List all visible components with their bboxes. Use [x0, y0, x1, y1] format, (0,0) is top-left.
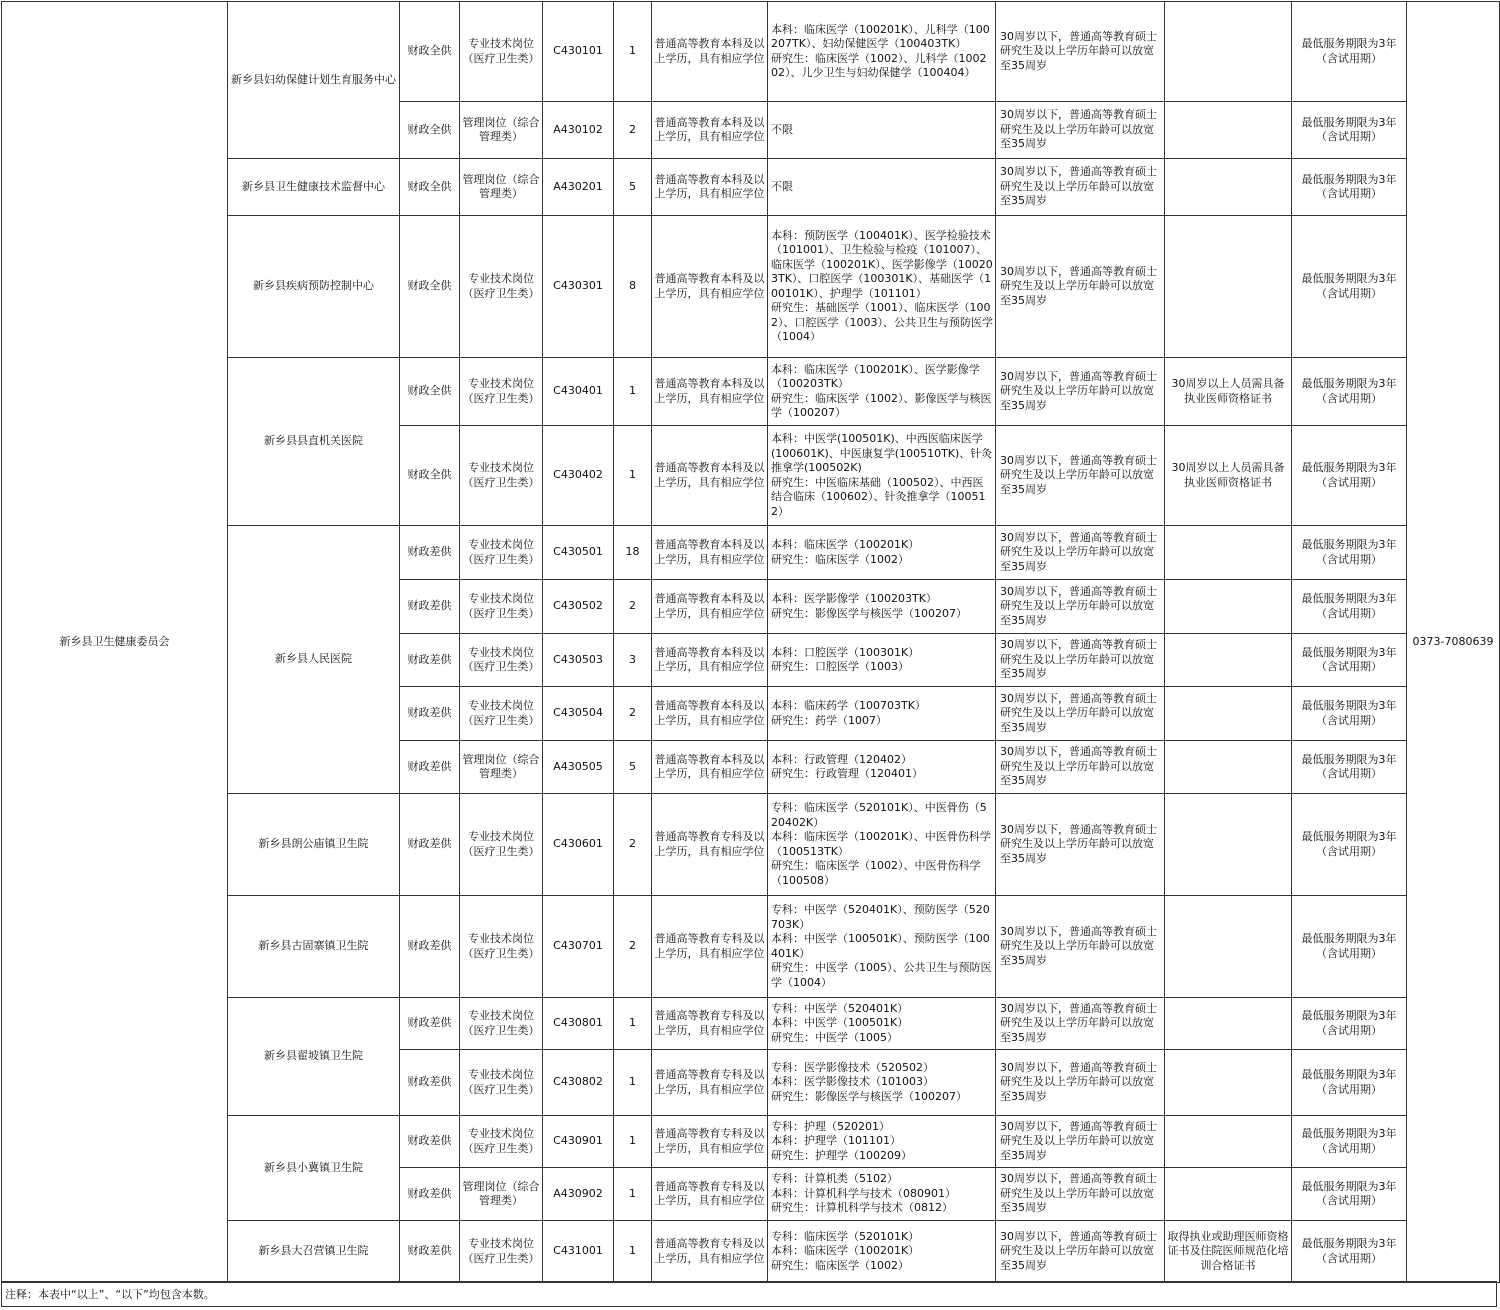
other-condition-cell — [1165, 580, 1292, 634]
funding-cell: 财政差供 — [400, 741, 460, 794]
post-type-cell: 专业技术岗位（医疗卫生类） — [460, 1116, 543, 1168]
unit-name-cell: 新乡县疾病预防控制中心 — [228, 216, 400, 358]
funding-cell: 财政差供 — [400, 580, 460, 634]
headcount-cell: 1 — [614, 426, 652, 526]
post-code-cell: A430102 — [543, 102, 614, 159]
age-requirement-cell: 30周岁以下，普通高等教育硕士研究生及以上学历年龄可以放宽至35周岁 — [996, 2, 1165, 102]
funding-cell: 财政差供 — [400, 896, 460, 998]
post-code-cell: C430502 — [543, 580, 614, 634]
age-requirement-cell: 30周岁以下，普通高等教育硕士研究生及以上学历年龄可以放宽至35周岁 — [996, 580, 1165, 634]
other-condition-cell — [1165, 216, 1292, 358]
education-cell: 普通高等教育本科及以上学历，具有相应学位 — [652, 2, 768, 102]
age-requirement-cell: 30周岁以下，普通高等教育硕士研究生及以上学历年龄可以放宽至35周岁 — [996, 216, 1165, 358]
age-requirement-cell: 30周岁以下，普通高等教育硕士研究生及以上学历年龄可以放宽至35周岁 — [996, 634, 1165, 687]
post-code-cell: C430901 — [543, 1116, 614, 1168]
post-type-cell: 管理岗位（综合管理类） — [460, 102, 543, 159]
major-cell: 不限 — [768, 102, 996, 159]
service-term-cell: 最低服务期限为3年（含试用期） — [1292, 159, 1407, 216]
department-cell: 新乡县卫生健康委员会 — [2, 2, 228, 1283]
funding-cell: 财政差供 — [400, 687, 460, 741]
service-term-cell: 最低服务期限为3年（含试用期） — [1292, 1050, 1407, 1116]
headcount-cell: 5 — [614, 741, 652, 794]
major-cell: 本科：中医学(100501K)、中西医临床医学(100601K)、中医康复学(100510TK)、针灸推拿学(100502K) 研究生：中医临床基础（100502）、中西医结合临床（100602）、针灸推拿学（100512） — [768, 426, 996, 526]
post-code-cell: A430505 — [543, 741, 614, 794]
post-type-cell: 专业技术岗位（医疗卫生类） — [460, 358, 543, 426]
age-requirement-cell: 30周岁以下，普通高等教育硕士研究生及以上学历年龄可以放宽至35周岁 — [996, 358, 1165, 426]
service-term-cell: 最低服务期限为3年（含试用期） — [1292, 580, 1407, 634]
age-requirement-cell: 30周岁以下，普通高等教育硕士研究生及以上学历年龄可以放宽至35周岁 — [996, 1116, 1165, 1168]
post-type-cell: 专业技术岗位（医疗卫生类） — [460, 526, 543, 580]
major-cell: 专科：医学影像技术（520502） 本科：医学影像技术（101003） 研究生：影像医学与核医学（100207） — [768, 1050, 996, 1116]
education-cell: 普通高等教育本科及以上学历，具有相应学位 — [652, 216, 768, 358]
headcount-cell: 1 — [614, 1050, 652, 1116]
age-requirement-cell: 30周岁以下，普通高等教育硕士研究生及以上学历年龄可以放宽至35周岁 — [996, 1168, 1165, 1221]
other-condition-cell — [1165, 794, 1292, 896]
major-cell: 专科：临床医学（520101K） 本科：临床医学（100201K） 研究生：临床医学（1002） — [768, 1221, 996, 1283]
service-term-cell: 最低服务期限为3年（含试用期） — [1292, 896, 1407, 998]
funding-cell: 财政全供 — [400, 159, 460, 216]
funding-cell: 财政差供 — [400, 526, 460, 580]
funding-cell: 财政全供 — [400, 102, 460, 159]
funding-cell: 财政全供 — [400, 426, 460, 526]
post-type-cell: 专业技术岗位（医疗卫生类） — [460, 216, 543, 358]
phone-cell: 0373-7080639 — [1407, 2, 1500, 1283]
education-cell: 普通高等教育本科及以上学历，具有相应学位 — [652, 580, 768, 634]
post-type-cell: 专业技术岗位（医疗卫生类） — [460, 580, 543, 634]
funding-cell: 财政全供 — [400, 216, 460, 358]
other-condition-cell: 30周岁以上人员需具备执业医师资格证书 — [1165, 358, 1292, 426]
post-type-cell: 管理岗位（综合管理类） — [460, 159, 543, 216]
service-term-cell: 最低服务期限为3年（含试用期） — [1292, 216, 1407, 358]
funding-cell: 财政全供 — [400, 358, 460, 426]
major-cell: 本科：临床药学（100703TK） 研究生：药学（1007） — [768, 687, 996, 741]
service-term-cell: 最低服务期限为3年（含试用期） — [1292, 526, 1407, 580]
post-type-cell: 专业技术岗位（医疗卫生类） — [460, 1050, 543, 1116]
major-cell: 本科：医学影像学（100203TK） 研究生：影像医学与核医学（100207） — [768, 580, 996, 634]
headcount-cell: 1 — [614, 2, 652, 102]
post-type-cell: 专业技术岗位（医疗卫生类） — [460, 794, 543, 896]
other-condition-cell — [1165, 102, 1292, 159]
post-code-cell: C430501 — [543, 526, 614, 580]
post-code-cell: C430504 — [543, 687, 614, 741]
other-condition-cell — [1165, 687, 1292, 741]
unit-name-cell: 新乡县朗公庙镇卫生院 — [228, 794, 400, 896]
headcount-cell: 1 — [614, 1168, 652, 1221]
table-row — [2, 2, 1500, 102]
major-cell: 专科：护理（520201） 本科：护理学（101101） 研究生：护理学（100209） — [768, 1116, 996, 1168]
post-code-cell: A430902 — [543, 1168, 614, 1221]
funding-cell: 财政差供 — [400, 634, 460, 687]
major-cell: 专科：中医学（520401K）、预防医学（520703K） 本科：中医学（100501K）、预防医学（100401K） 研究生：中医学（1005）、公共卫生与预防医学（1004） — [768, 896, 996, 998]
age-requirement-cell: 30周岁以下，普通高等教育硕士研究生及以上学历年龄可以放宽至35周岁 — [996, 426, 1165, 526]
post-type-cell: 专业技术岗位（医疗卫生类） — [460, 1221, 543, 1283]
age-requirement-cell: 30周岁以下，普通高等教育硕士研究生及以上学历年龄可以放宽至35周岁 — [996, 896, 1165, 998]
funding-cell: 财政全供 — [400, 2, 460, 102]
headcount-cell: 2 — [614, 687, 652, 741]
other-condition-cell — [1165, 1050, 1292, 1116]
other-condition-cell: 30周岁以上人员需具备执业医师资格证书 — [1165, 426, 1292, 526]
service-term-cell: 最低服务期限为3年（含试用期） — [1292, 998, 1407, 1050]
unit-name-cell: 新乡县妇幼保健计划生育服务中心 — [228, 2, 400, 159]
headcount-cell: 3 — [614, 634, 652, 687]
headcount-cell: 2 — [614, 580, 652, 634]
other-condition-cell — [1165, 1116, 1292, 1168]
service-term-cell: 最低服务期限为3年（含试用期） — [1292, 102, 1407, 159]
footnote: 注释：本表中“以上”、“以下”均包含本数。 — [1, 1281, 1497, 1307]
age-requirement-cell: 30周岁以下，普通高等教育硕士研究生及以上学历年龄可以放宽至35周岁 — [996, 998, 1165, 1050]
post-code-cell: C431001 — [543, 1221, 614, 1283]
service-term-cell: 最低服务期限为3年（含试用期） — [1292, 1221, 1407, 1283]
service-term-cell: 最低服务期限为3年（含试用期） — [1292, 741, 1407, 794]
funding-cell: 财政差供 — [400, 1168, 460, 1221]
post-code-cell: A430201 — [543, 159, 614, 216]
post-code-cell: C430401 — [543, 358, 614, 426]
other-condition-cell — [1165, 634, 1292, 687]
service-term-cell: 最低服务期限为3年（含试用期） — [1292, 2, 1407, 102]
age-requirement-cell: 30周岁以下，普通高等教育硕士研究生及以上学历年龄可以放宽至35周岁 — [996, 159, 1165, 216]
other-condition-cell — [1165, 998, 1292, 1050]
major-cell: 本科：预防医学（100401K）、医学检验技术（101001）、卫生检验与检疫（101007）、临床医学（100201K）、医学影像学（100203TK）、口腔医学（100301K）、基础医学（100101K）、护理学（101101） 研究生：基础医学（1001）、临床医学（1002）、口腔医学（1003）、公共卫生与预防医学（1004） — [768, 216, 996, 358]
service-term-cell: 最低服务期限为3年（含试用期） — [1292, 358, 1407, 426]
education-cell: 普通高等教育专科及以上学历，具有相应学位 — [652, 1168, 768, 1221]
post-code-cell: C430301 — [543, 216, 614, 358]
headcount-cell: 2 — [614, 102, 652, 159]
education-cell: 普通高等教育专科及以上学历，具有相应学位 — [652, 1116, 768, 1168]
other-condition-cell — [1165, 741, 1292, 794]
major-cell: 专科：计算机类（5102） 本科：计算机科学与技术（080901） 研究生：计算机科学与技术（0812） — [768, 1168, 996, 1221]
headcount-cell: 1 — [614, 1221, 652, 1283]
education-cell: 普通高等教育本科及以上学历，具有相应学位 — [652, 741, 768, 794]
post-type-cell: 专业技术岗位（医疗卫生类） — [460, 426, 543, 526]
education-cell: 普通高等教育本科及以上学历，具有相应学位 — [652, 526, 768, 580]
major-cell: 不限 — [768, 159, 996, 216]
other-condition-cell — [1165, 159, 1292, 216]
major-cell: 本科：行政管理（120402） 研究生：行政管理（120401） — [768, 741, 996, 794]
headcount-cell: 1 — [614, 1116, 652, 1168]
education-cell: 普通高等教育专科及以上学历，具有相应学位 — [652, 1221, 768, 1283]
unit-name-cell: 新乡县小冀镇卫生院 — [228, 1116, 400, 1221]
post-type-cell: 专业技术岗位（医疗卫生类） — [460, 896, 543, 998]
other-condition-cell — [1165, 896, 1292, 998]
headcount-cell: 5 — [614, 159, 652, 216]
education-cell: 普通高等教育本科及以上学历，具有相应学位 — [652, 102, 768, 159]
education-cell: 普通高等教育本科及以上学历，具有相应学位 — [652, 426, 768, 526]
unit-name-cell: 新乡县人民医院 — [228, 526, 400, 794]
major-cell: 专科：中医学（520401K） 本科：中医学（100501K） 研究生：中医学（1005） — [768, 998, 996, 1050]
education-cell: 普通高等教育专科及以上学历，具有相应学位 — [652, 998, 768, 1050]
headcount-cell: 1 — [614, 998, 652, 1050]
unit-name-cell: 新乡县古固寨镇卫生院 — [228, 896, 400, 998]
post-type-cell: 管理岗位（综合管理类） — [460, 741, 543, 794]
headcount-cell: 18 — [614, 526, 652, 580]
unit-name-cell: 新乡县大召营镇卫生院 — [228, 1221, 400, 1283]
unit-name-cell: 新乡县翟坡镇卫生院 — [228, 998, 400, 1116]
post-code-cell: C430802 — [543, 1050, 614, 1116]
major-cell: 本科：临床医学（100201K）、医学影像学（100203TK） 研究生：临床医学（1002）、影像医学与核医学（100207） — [768, 358, 996, 426]
service-term-cell: 最低服务期限为3年（含试用期） — [1292, 687, 1407, 741]
post-code-cell: C430402 — [543, 426, 614, 526]
education-cell: 普通高等教育本科及以上学历，具有相应学位 — [652, 634, 768, 687]
education-cell: 普通高等教育专科及以上学历，具有相应学位 — [652, 896, 768, 998]
education-cell: 普通高等教育专科及以上学历，具有相应学位 — [652, 1050, 768, 1116]
post-code-cell: C430701 — [543, 896, 614, 998]
post-type-cell: 专业技术岗位（医疗卫生类） — [460, 634, 543, 687]
age-requirement-cell: 30周岁以下，普通高等教育硕士研究生及以上学历年龄可以放宽至35周岁 — [996, 1050, 1165, 1116]
post-code-cell: C430101 — [543, 2, 614, 102]
funding-cell: 财政差供 — [400, 998, 460, 1050]
unit-name-cell: 新乡县卫生健康技术监督中心 — [228, 159, 400, 216]
headcount-cell: 2 — [614, 794, 652, 896]
service-term-cell: 最低服务期限为3年（含试用期） — [1292, 1116, 1407, 1168]
post-code-cell: C430801 — [543, 998, 614, 1050]
funding-cell: 财政差供 — [400, 1050, 460, 1116]
post-type-cell: 专业技术岗位（医疗卫生类） — [460, 2, 543, 102]
major-cell: 本科：口腔医学（100301K） 研究生：口腔医学（1003） — [768, 634, 996, 687]
other-condition-cell: 取得执业或助理医师资格证书及住院医师规范化培训合格证书 — [1165, 1221, 1292, 1283]
other-condition-cell — [1165, 2, 1292, 102]
other-condition-cell — [1165, 1168, 1292, 1221]
funding-cell: 财政差供 — [400, 1221, 460, 1283]
age-requirement-cell: 30周岁以下，普通高等教育硕士研究生及以上学历年龄可以放宽至35周岁 — [996, 1221, 1165, 1283]
age-requirement-cell: 30周岁以下，普通高等教育硕士研究生及以上学历年龄可以放宽至35周岁 — [996, 687, 1165, 741]
headcount-cell: 8 — [614, 216, 652, 358]
headcount-cell: 2 — [614, 896, 652, 998]
service-term-cell: 最低服务期限为3年（含试用期） — [1292, 794, 1407, 896]
major-cell: 专科：临床医学（520101K）、中医骨伤（520402K） 本科：临床医学（100201K）、中医骨伤科学（100513TK） 研究生：临床医学（1002）、中医骨伤科学（100508） — [768, 794, 996, 896]
unit-name-cell: 新乡县县直机关医院 — [228, 358, 400, 526]
funding-cell: 财政差供 — [400, 1116, 460, 1168]
post-type-cell: 专业技术岗位（医疗卫生类） — [460, 998, 543, 1050]
major-cell: 本科：临床医学（100201K） 研究生：临床医学（1002） — [768, 526, 996, 580]
major-cell: 本科：临床医学（100201K）、儿科学（100207TK）、妇幼保健医学（100403TK） 研究生：临床医学（1002）、儿科学（100202）、儿少卫生与妇幼保健学（100404） — [768, 2, 996, 102]
post-type-cell: 专业技术岗位（医疗卫生类） — [460, 687, 543, 741]
education-cell: 普通高等教育本科及以上学历，具有相应学位 — [652, 358, 768, 426]
service-term-cell: 最低服务期限为3年（含试用期） — [1292, 1168, 1407, 1221]
funding-cell: 财政差供 — [400, 794, 460, 896]
education-cell: 普通高等教育本科及以上学历，具有相应学位 — [652, 159, 768, 216]
age-requirement-cell: 30周岁以下，普通高等教育硕士研究生及以上学历年龄可以放宽至35周岁 — [996, 102, 1165, 159]
post-code-cell: C430601 — [543, 794, 614, 896]
education-cell: 普通高等教育本科及以上学历，具有相应学位 — [652, 687, 768, 741]
education-cell: 普通高等教育专科及以上学历，具有相应学位 — [652, 794, 768, 896]
headcount-cell: 1 — [614, 358, 652, 426]
post-type-cell: 管理岗位（综合管理类） — [460, 1168, 543, 1221]
post-code-cell: C430503 — [543, 634, 614, 687]
service-term-cell: 最低服务期限为3年（含试用期） — [1292, 426, 1407, 526]
age-requirement-cell: 30周岁以下，普通高等教育硕士研究生及以上学历年龄可以放宽至35周岁 — [996, 526, 1165, 580]
other-condition-cell — [1165, 526, 1292, 580]
age-requirement-cell: 30周岁以下，普通高等教育硕士研究生及以上学历年龄可以放宽至35周岁 — [996, 741, 1165, 794]
recruitment-table — [1, 1, 1500, 1283]
age-requirement-cell: 30周岁以下，普通高等教育硕士研究生及以上学历年龄可以放宽至35周岁 — [996, 794, 1165, 896]
service-term-cell: 最低服务期限为3年（含试用期） — [1292, 634, 1407, 687]
